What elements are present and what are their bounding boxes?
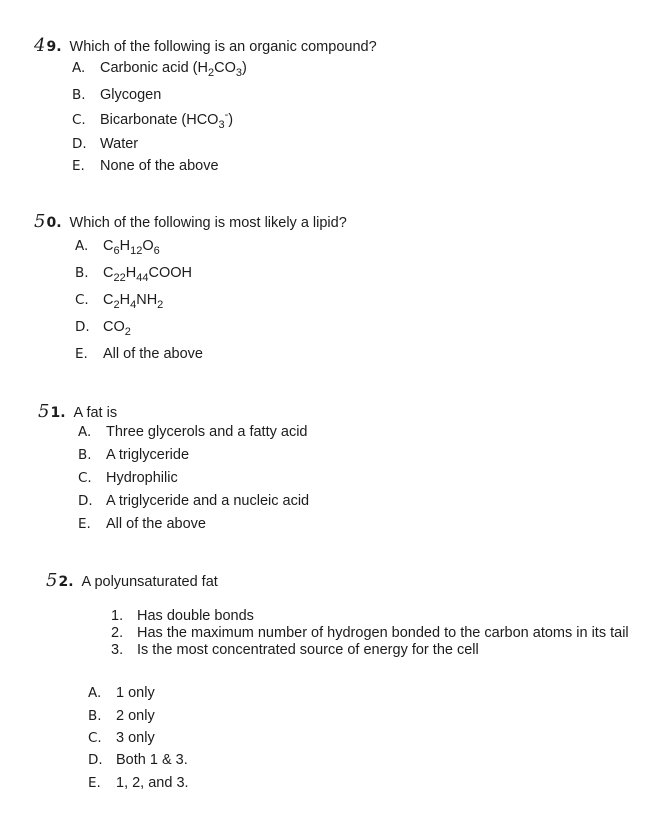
question-text: A fat is [73, 405, 118, 421]
statement-text: Has double bonds [137, 608, 254, 624]
option-52-c[interactable] [88, 730, 155, 746]
superscript: - [224, 109, 229, 121]
option-letter: D. [72, 136, 87, 152]
option-letter: E. [72, 158, 85, 174]
subscript: 2 [157, 298, 164, 311]
question-text: Which of the following is most likely a lipid? [69, 215, 347, 231]
question-text: A polyunsaturated fat [81, 574, 218, 590]
option-51-b[interactable] [78, 447, 189, 463]
handwritten-digit: 4 [34, 35, 46, 56]
option-51-a[interactable] [78, 424, 308, 440]
option-letter: B. [88, 708, 102, 724]
option-letter: B. [75, 265, 89, 281]
subscript: 6 [113, 244, 120, 257]
option-text: A triglyceride [106, 447, 190, 463]
option-letter: D. [75, 319, 90, 335]
option-letter: B. [78, 447, 92, 463]
subscript: 44 [136, 271, 149, 284]
statement-number: 3. [111, 642, 124, 658]
question-number: 9. [46, 39, 62, 55]
statement-text: Is the most concentrated source of energy for the cell [137, 642, 479, 658]
option-letter: C. [75, 292, 89, 308]
option-text: A triglyceride and a nucleic acid [106, 493, 310, 509]
option-text: Carbonic acid $(H_2CO_3)$ [100, 60, 247, 79]
question-number: 0. [46, 215, 62, 231]
option-51-e[interactable] [78, 516, 206, 532]
question-text: Which of the following is an organic compound? [69, 39, 377, 55]
subscript: 2 [113, 298, 120, 311]
option-49-c[interactable] [72, 109, 233, 131]
option-49-b[interactable] [72, 87, 161, 103]
option-letter: D. [88, 752, 103, 768]
option-text: All of the above [103, 346, 203, 362]
subscript: 4 [130, 298, 137, 311]
option-letter: D. [78, 493, 93, 509]
statement-number: 2. [111, 625, 124, 641]
option-letter: C. [72, 111, 86, 128]
subscript: 3 [235, 66, 242, 79]
subscript: 3 [218, 118, 225, 131]
statement-2 [111, 625, 629, 641]
handwritten-digit: 5 [38, 401, 50, 422]
option-letter: E. [88, 775, 101, 791]
subscript: 22 [113, 271, 126, 284]
option-50-c[interactable] [75, 292, 163, 311]
option-text: None of the above [100, 158, 219, 174]
statement-number: 1. [111, 608, 124, 624]
option-text: $CO_2$ [103, 319, 131, 338]
option-text: Both 1 & 3. [116, 752, 188, 768]
option-50-b[interactable] [75, 265, 192, 284]
question-stem [34, 35, 377, 56]
option-text: 3 only [116, 730, 155, 746]
option-letter: E. [78, 516, 91, 532]
subscript: 12 [130, 244, 143, 257]
option-52-b[interactable] [88, 708, 155, 724]
option-letter: E. [75, 346, 88, 362]
option-letter: C. [88, 730, 102, 746]
question-stem [38, 401, 117, 422]
option-text: 2 only [116, 708, 155, 724]
option-52-a[interactable] [88, 685, 155, 701]
question-number: 2. [58, 574, 74, 590]
option-52-e[interactable] [88, 775, 189, 791]
question-52 [46, 570, 218, 591]
option-letter: A. [78, 424, 92, 440]
statement-text: Has the maximum number of hydrogen bonded to the carbon atoms in its tail [137, 625, 629, 641]
subscript: 2 [124, 325, 131, 338]
option-text: Hydrophilic [106, 470, 178, 486]
option-letter: A. [75, 238, 89, 254]
question-stem [34, 211, 347, 232]
option-text: Glycogen [100, 87, 162, 103]
subscript: 2 [208, 66, 215, 79]
option-51-c[interactable] [78, 470, 178, 486]
option-text: $C_6H_{12}O_6$ [103, 238, 160, 257]
option-letter: A. [88, 685, 102, 701]
question-51 [38, 401, 117, 422]
option-text: $C_{22}H_{44}COOH$ [103, 265, 192, 284]
option-49-e[interactable] [72, 158, 219, 174]
option-text: Water [100, 136, 139, 152]
handwritten-digit: 5 [34, 211, 46, 232]
statement-1 [111, 608, 254, 624]
question-number: 1. [50, 405, 66, 421]
option-text: 1, 2, and 3. [116, 775, 189, 791]
option-letter: B. [72, 87, 86, 103]
question-49 [34, 35, 377, 56]
option-49-d[interactable] [72, 136, 138, 152]
option-text: Bicarbonate $(HCO_3^-)$ [100, 109, 234, 131]
option-51-d[interactable] [78, 493, 309, 509]
statement-3 [111, 642, 479, 658]
option-text: 1 only [116, 685, 155, 701]
option-text: All of the above [106, 516, 206, 532]
option-text: $C_2H_4NH_2$ [103, 292, 164, 311]
option-49-a[interactable] [72, 60, 247, 79]
option-50-a[interactable] [75, 238, 160, 257]
option-52-d[interactable] [88, 752, 188, 768]
question-stem [46, 570, 218, 591]
option-text: Three glycerols and a fatty acid [106, 424, 308, 440]
handwritten-digit: 5 [46, 570, 58, 591]
option-letter: C. [78, 470, 92, 486]
option-letter: A. [72, 60, 86, 76]
question-50 [34, 211, 347, 232]
subscript: 6 [153, 244, 160, 257]
option-50-d[interactable] [75, 319, 131, 338]
option-50-e[interactable] [75, 346, 203, 362]
